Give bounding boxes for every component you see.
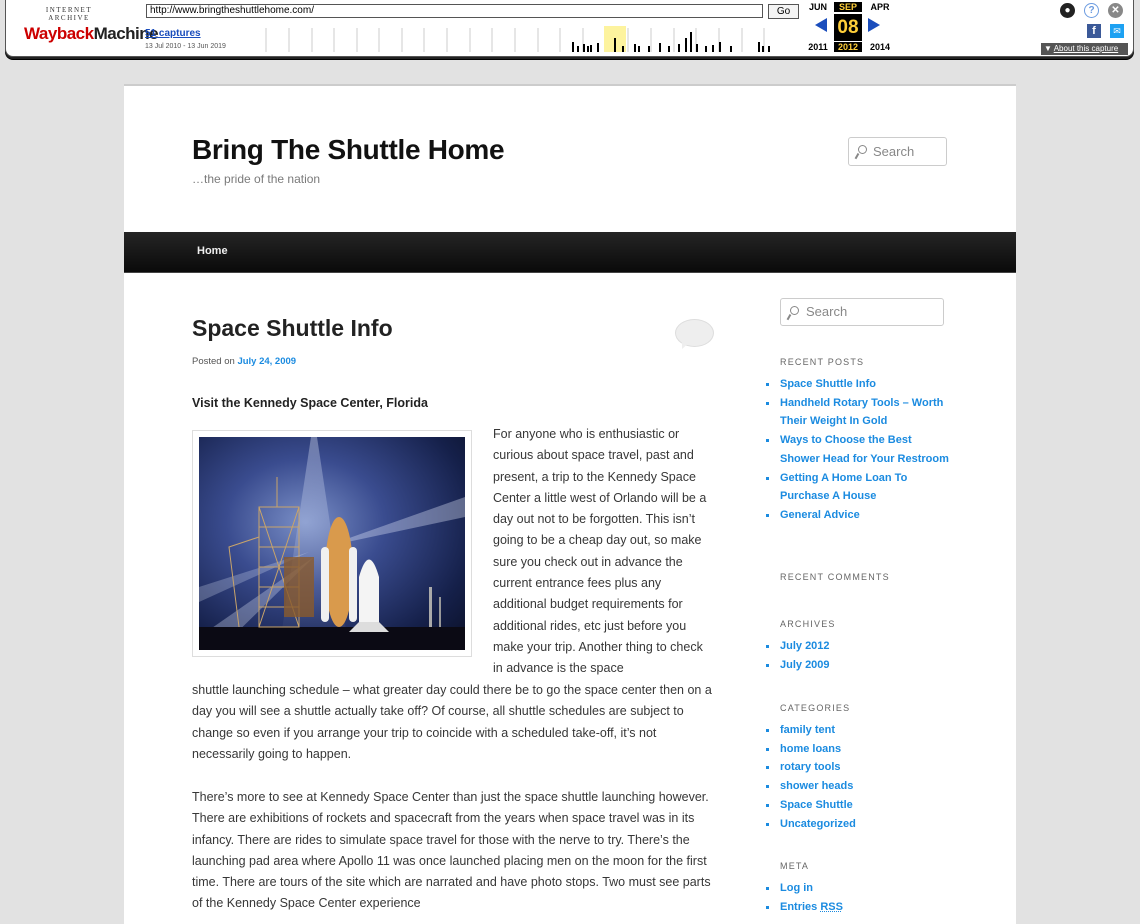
comment-bubble-icon[interactable] <box>675 319 714 347</box>
category-link[interactable]: family tent <box>780 721 950 740</box>
categories-list <box>780 721 950 833</box>
nav-item-home[interactable]: Home <box>197 245 228 257</box>
recent-post-link[interactable]: Ways to Choose the Best Shower Head for Your Restroom <box>780 431 950 468</box>
recent-post-link[interactable]: Handheld Rotary Tools – Worth Their Weight In Gold <box>780 394 950 431</box>
archives-list <box>780 637 950 674</box>
category-link[interactable]: home loans <box>780 740 950 759</box>
sidebar-search-placeholder: Search <box>806 304 848 319</box>
facebook-share-icon[interactable]: f <box>1087 24 1101 38</box>
search-icon <box>790 306 799 315</box>
post-subheading: Visit the Kennedy Space Center, Florida <box>192 396 428 410</box>
wayback-toolbar <box>5 0 1134 57</box>
wayback-logo-word2: Machine <box>93 24 159 43</box>
wayback-current-year: 2012 <box>834 42 862 52</box>
meta-title: META <box>780 861 810 871</box>
shuttle-launchpad-image <box>192 430 472 657</box>
site-description: …the pride of the nation <box>192 172 321 186</box>
about-capture-toggle[interactable] <box>1041 43 1128 55</box>
post-meta <box>192 356 296 367</box>
post-date-link[interactable]: July 24, 2009 <box>237 356 297 367</box>
posted-on-label: Posted on <box>192 356 235 367</box>
shuttle-launchpad-photo <box>199 437 465 650</box>
recent-comments-title: RECENT COMMENTS <box>780 572 890 582</box>
category-link[interactable]: rotary tools <box>780 758 950 777</box>
recent-posts-list <box>780 375 950 525</box>
recent-post-link[interactable]: Space Shuttle Info <box>780 375 950 394</box>
next-capture-arrow-icon[interactable] <box>868 18 880 32</box>
category-link[interactable]: Uncategorized <box>780 815 950 834</box>
wayback-current-month: SEP <box>834 2 862 12</box>
archive-link[interactable]: July 2012 <box>780 637 950 656</box>
wayback-date-range: 13 Jul 2010 - 13 Jun 2019 <box>145 43 226 50</box>
wayback-logo-line1: INTERNET ARCHIVE <box>45 6 93 22</box>
wayback-prev-month[interactable]: JUN <box>808 2 827 12</box>
wayback-next-year[interactable]: 2014 <box>869 42 891 52</box>
wayback-captures-link[interactable]: 51 captures <box>145 28 201 39</box>
user-account-icon[interactable]: ● <box>1060 3 1075 18</box>
meta-list <box>780 879 950 916</box>
shuttle-illustration <box>199 437 465 650</box>
categories-title: CATEGORIES <box>780 703 851 713</box>
category-link[interactable]: shower heads <box>780 777 950 796</box>
main-navigation <box>124 232 1016 273</box>
wayback-logo[interactable] <box>24 6 159 44</box>
category-link[interactable]: Space Shuttle <box>780 796 950 815</box>
entries-rss-link[interactable] <box>780 898 950 917</box>
help-icon[interactable]: ? <box>1084 3 1099 18</box>
triangle-down-icon: ▼ <box>1044 44 1054 53</box>
recent-post-link[interactable]: General Advice <box>780 506 950 525</box>
sidebar-search-input[interactable] <box>780 298 944 326</box>
page-container <box>124 84 1016 924</box>
wayback-next-month[interactable]: APR <box>870 2 890 12</box>
entries-rss-prefix: Entries <box>780 900 821 913</box>
recent-posts-title: RECENT POSTS <box>780 357 865 367</box>
login-link[interactable]: Log in <box>780 879 950 898</box>
entries-rss-abbr: RSS <box>820 900 843 913</box>
post-title[interactable]: Space Shuttle Info <box>192 315 393 341</box>
post-paragraph-2: There’s more to see at Kennedy Space Center than just the space shuttle launching however. There are exhibitions of rockets and spacecraft from the years when space travel was in its infancy. There are rides to simulate space travel for those with the nerve to try. There’s the launching pad area where Apollo 11 was once launched placing men on the moon for the first time. There are tours of the site which are narrated and have photo stops. Two must see parts of the Kennedy Space Center experience <box>192 790 711 911</box>
prev-capture-arrow-icon[interactable] <box>815 18 827 32</box>
post-paragraph-1-wrap: For anyone who is enthusiastic or curious about space travel, past and present, a trip to the Kennedy Space Center a little west of Orlando will be a day out not to be forgotten. This isn’t going to be a cheap day out, so make sure you check out in advance the current entrance fees plus any additional budget requirements for additional rides, etc just before you make your trip. Another thing to check in advance is the space <box>493 427 707 676</box>
site-title[interactable]: Bring The Shuttle Home <box>192 134 505 165</box>
archive-link[interactable]: July 2009 <box>780 656 950 675</box>
header-search-placeholder: Search <box>873 144 915 159</box>
twitter-share-icon[interactable]: ✉ <box>1110 24 1124 38</box>
wayback-prev-year[interactable]: 2011 <box>808 42 828 52</box>
archives-title: ARCHIVES <box>780 619 836 629</box>
wayback-logo-line2 <box>24 24 159 44</box>
wayback-logo-word1: Wayback <box>24 24 94 43</box>
recent-post-link[interactable]: Getting A Home Loan To Purchase A House <box>780 469 950 506</box>
post-paragraph-1-continued: shuttle launching schedule – what greater day could there be to go the space center then on a day you will see a shuttle actually take off? Of course, all shuttle schedules are subject to change so even if you arrange your trip to coincide with a scheduled take-off, it’s not necessarily going to happen. <box>192 683 712 761</box>
wayback-current-day: 08 <box>834 14 862 41</box>
close-icon[interactable]: ✕ <box>1108 3 1123 18</box>
search-icon <box>858 145 867 154</box>
header-search-input[interactable] <box>848 137 947 166</box>
wayback-go-button[interactable]: Go <box>768 4 799 19</box>
wayback-url-input[interactable]: http://www.bringtheshuttlehome.com/ <box>146 4 763 18</box>
wayback-capture-sparkline[interactable] <box>244 24 799 52</box>
about-capture-label: About this capture <box>1053 44 1119 53</box>
